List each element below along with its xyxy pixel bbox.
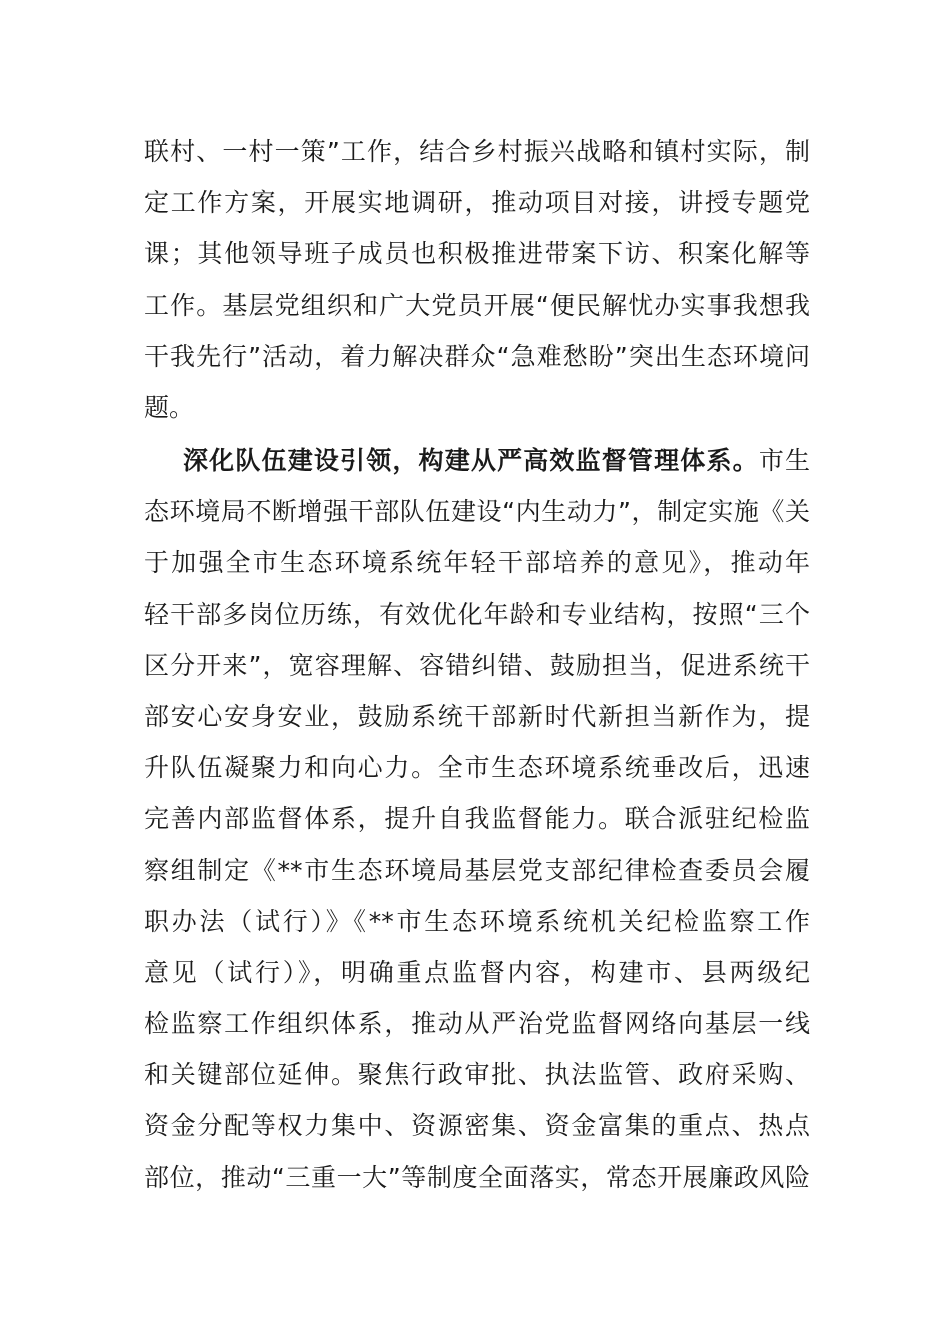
paragraph-1-line: 联村、一村一策”工作，结合乡村振兴战略和镇村实际，制 — [144, 137, 810, 166]
paragraph-2-line: 轻干部多岗位历练，有效优化年龄和专业结构，按照“三个 — [144, 599, 810, 629]
paragraph-1-line: 题。 — [144, 392, 195, 422]
paragraph-2-line: 部位，推动“三重一大”等制度全面落实，常态开展廉政风险 — [144, 1162, 810, 1192]
paragraph-2-line: 完善内部监督体系，提升自我监督能力。联合派驻纪检监 — [144, 804, 810, 834]
paragraph-2-first-line — [144, 435, 810, 486]
paragraph-2-line: 于加强全市生态环境系统年轻干部培养的意见》，推动年 — [144, 548, 810, 578]
paragraph-2-heading: 深化队伍建设引领，构建从严高效监督管理体系。 — [183, 446, 759, 475]
paragraph-1-line: 工作。基层党组织和广大党员开展“便民解忧办实事我想我 — [144, 290, 810, 320]
paragraph-1-line: 课；其他领导班子成员也积极推进带案下访、积案化解等 — [144, 239, 810, 269]
paragraph-2 — [144, 435, 810, 1203]
paragraph-2-line: 和关键部位延伸。聚焦行政审批、执法监管、政府采购、 — [144, 1060, 810, 1090]
paragraph-2-line: 部安心安身安业，鼓励系统干部新时代新担当新作为，提 — [144, 701, 810, 731]
paragraph-1-line: 定工作方案，开展实地调研，推动项目对接，讲授专题党 — [144, 188, 810, 218]
paragraph-2-line: 升队伍凝聚力和向心力。全市生态环境系统垂改后，迅速 — [144, 753, 810, 783]
paragraph-1-line: 干我先行”活动，着力解决群众“急难愁盼”突出生态环境问 — [144, 341, 810, 371]
paragraph-2-line: 资金分配等权力集中、资源密集、资金富集的重点、热点 — [144, 1111, 810, 1141]
paragraph-2-line: 态环境局不断增强干部队伍建设“内生动力”，制定实施《关 — [144, 497, 810, 527]
paragraph-2-line: 意见（试行）》，明确重点监督内容，构建市、县两级纪 — [144, 957, 810, 987]
paragraph-2-line: 检监察工作组织体系，推动从严治党监督网络向基层一线 — [144, 1009, 810, 1039]
paragraph-2-line: 察组制定《**市生态环境局基层党支部纪律检查委员会履 — [144, 855, 810, 885]
paragraph-2-line: 区分开来”，宽容理解、容错纠错、鼓励担当，促进系统干 — [144, 650, 810, 680]
paragraph-1 — [144, 126, 810, 433]
paragraph-2-line: 职办法（试行）》《**市生态环境系统机关纪检监察工作 — [144, 906, 810, 936]
paragraph-2-heading-continuation: 市生 — [758, 446, 810, 475]
